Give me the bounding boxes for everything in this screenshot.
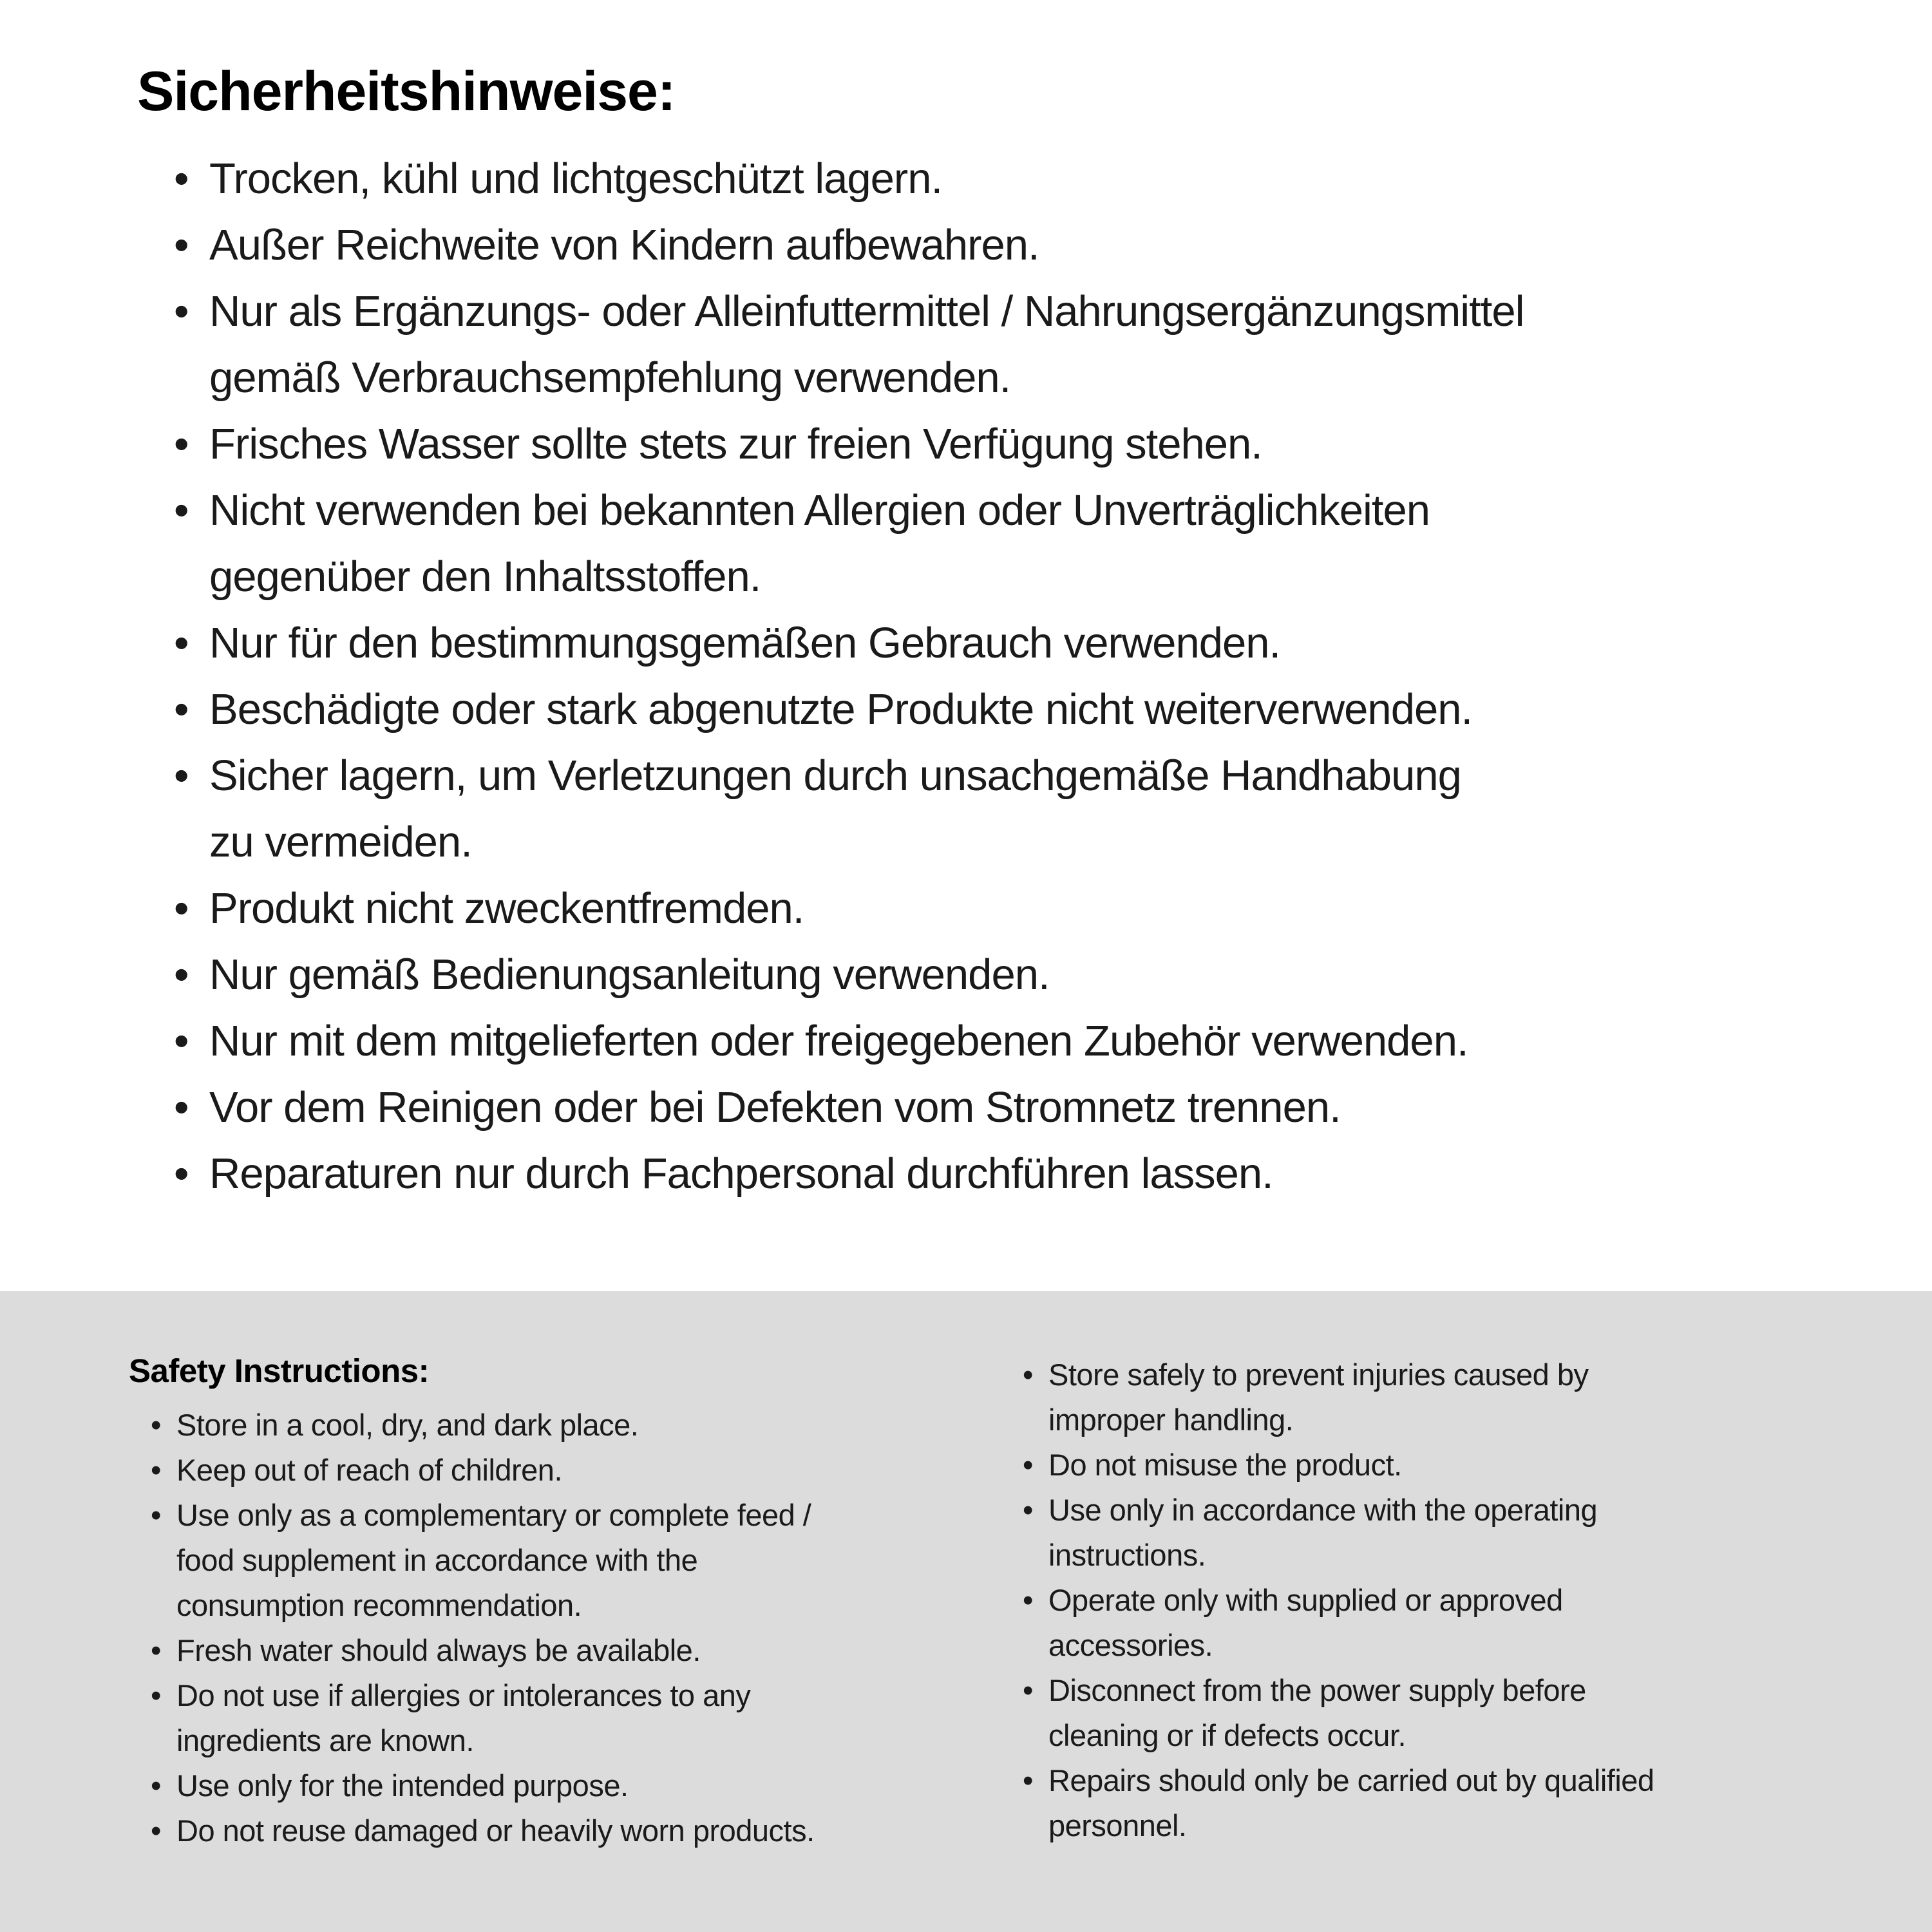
list-item <box>1023 1488 1654 1533</box>
list-item-text: Store safely to prevent injuries caused by <box>1048 1358 1589 1392</box>
list-item-text: Repairs should only be carried out by qualified <box>1048 1763 1654 1797</box>
bullet-icon: • <box>151 1678 161 1712</box>
bullet-icon: • <box>151 1633 161 1667</box>
list-item-text: Vor dem Reinigen oder bei Defekten vom Stromnetz trennen. <box>209 1083 1341 1132</box>
bullet-icon: • <box>1023 1673 1033 1707</box>
list-item-text: Fresh water should always be available. <box>176 1633 701 1667</box>
bullet-icon: • <box>174 221 189 269</box>
bullet-spacer <box>1023 1803 1048 1848</box>
list-item <box>174 477 1524 544</box>
list-item-continuation <box>151 1718 815 1763</box>
list-item-text: Beschädigte oder stark abgenutzte Produkte nicht weiterverwenden. <box>209 685 1473 734</box>
list-item-text: Operate only with supplied or approved <box>1048 1583 1563 1617</box>
bullet-icon: • <box>1023 1583 1033 1617</box>
english-right-column <box>1023 1352 1654 1848</box>
list-item-text: gegenüber den Inhaltsstoffen. <box>209 553 761 601</box>
bullet-icon: • <box>151 1453 161 1487</box>
bullet-spacer <box>1023 1533 1048 1578</box>
list-item-continuation <box>1023 1623 1654 1668</box>
list-item-text: Keep out of reach of children. <box>176 1453 563 1487</box>
bullet-icon: • <box>174 1150 189 1198</box>
bullet-icon: • <box>174 752 189 800</box>
list-item-text: Nicht verwenden bei bekannten Allergien oder Unverträglichkeiten <box>209 486 1430 535</box>
list-item-text: ingredients are known. <box>176 1723 474 1757</box>
list-item <box>174 146 1524 212</box>
list-item-text: Do not use if allergies or intolerances to any <box>176 1678 751 1712</box>
bullet-icon: • <box>151 1498 161 1532</box>
bullet-icon: • <box>174 1017 189 1065</box>
bullet-icon: • <box>151 1814 161 1848</box>
list-item <box>1023 1352 1654 1397</box>
bullet-spacer <box>1023 1713 1048 1758</box>
german-bullet-list <box>174 146 1524 1207</box>
list-item-continuation <box>174 345 1524 411</box>
list-item <box>151 1673 815 1718</box>
bullet-spacer <box>174 345 209 411</box>
list-item <box>1023 1668 1654 1713</box>
bullet-spacer <box>1023 1623 1048 1668</box>
list-item-text: Reparaturen nur durch Fachpersonal durchführen lassen. <box>209 1150 1273 1198</box>
bullet-icon: • <box>174 486 189 535</box>
list-item-continuation <box>174 544 1524 610</box>
list-item <box>1023 1758 1654 1803</box>
list-item-text: Use only in accordance with the operating <box>1048 1493 1598 1527</box>
list-item-continuation <box>151 1538 815 1583</box>
list-item <box>174 942 1524 1008</box>
bullet-icon: • <box>174 619 189 667</box>
list-item <box>151 1763 815 1808</box>
list-item <box>174 411 1524 477</box>
list-item <box>151 1493 815 1538</box>
bullet-icon: • <box>151 1408 161 1442</box>
list-item-text: personnel. <box>1048 1808 1187 1842</box>
bullet-icon: • <box>1023 1358 1033 1392</box>
list-item-text: Frisches Wasser sollte stets zur freien Verfügung stehen. <box>209 420 1262 468</box>
list-item-text: Do not misuse the product. <box>1048 1448 1402 1482</box>
list-item <box>174 1074 1524 1141</box>
list-item-text: Use only as a complementary or complete feed / <box>176 1498 811 1532</box>
bullet-icon: • <box>174 1083 189 1132</box>
bullet-spacer <box>151 1718 176 1763</box>
list-item-text: Sicher lagern, um Verletzungen durch unsachgemäße Handhabung <box>209 752 1461 800</box>
list-item-text: Nur als Ergänzungs- oder Alleinfuttermittel / Nahrungsergänzungsmittel <box>209 287 1524 336</box>
list-item <box>1023 1578 1654 1623</box>
bullet-icon: • <box>174 951 189 999</box>
list-item <box>1023 1443 1654 1488</box>
list-item <box>174 875 1524 942</box>
bullet-icon: • <box>174 685 189 734</box>
list-item-continuation <box>174 809 1524 875</box>
list-item <box>151 1628 815 1673</box>
list-item-continuation <box>151 1583 815 1628</box>
list-item-text: consumption recommendation. <box>176 1588 582 1622</box>
list-item <box>174 1141 1524 1207</box>
list-item-text: improper handling. <box>1048 1403 1294 1437</box>
bullet-icon: • <box>1023 1448 1033 1482</box>
list-item-text: gemäß Verbrauchsempfehlung verwenden. <box>209 354 1011 402</box>
list-item-text: Use only for the intended purpose. <box>176 1768 629 1803</box>
list-item <box>174 610 1524 676</box>
list-item-continuation <box>1023 1713 1654 1758</box>
bullet-icon: • <box>174 155 189 203</box>
list-item-text: Trocken, kühl und lichtgeschützt lagern. <box>209 155 943 203</box>
list-item-text: Disconnect from the power supply before <box>1048 1673 1586 1707</box>
list-item-text: accessories. <box>1048 1628 1213 1662</box>
list-item-text: Nur für den bestimmungsgemäßen Gebrauch verwenden. <box>209 619 1281 667</box>
list-item-text: Nur mit dem mitgelieferten oder freigegebenen Zubehör verwenden. <box>209 1017 1468 1065</box>
list-item-text: Außer Reichweite von Kindern aufbewahren. <box>209 221 1039 269</box>
list-item <box>174 1008 1524 1074</box>
list-item-continuation <box>1023 1803 1654 1848</box>
list-item <box>174 743 1524 809</box>
list-item <box>174 212 1524 278</box>
english-left-column <box>151 1403 815 1853</box>
bullet-spacer <box>174 809 209 875</box>
bullet-spacer <box>174 544 209 610</box>
list-item-text: Produkt nicht zweckentfremden. <box>209 884 804 933</box>
list-item-text: instructions. <box>1048 1538 1206 1572</box>
bullet-icon: • <box>151 1768 161 1803</box>
page-title-english: Safety Instructions: <box>129 1352 430 1389</box>
bullet-icon: • <box>174 884 189 933</box>
bullet-icon: • <box>174 287 189 336</box>
bullet-icon: • <box>1023 1763 1033 1797</box>
list-item-continuation <box>1023 1533 1654 1578</box>
page-title-german: Sicherheitshinweise: <box>137 61 676 122</box>
list-item <box>174 676 1524 743</box>
bullet-spacer <box>151 1583 176 1628</box>
bullet-spacer <box>151 1538 176 1583</box>
bullet-spacer <box>1023 1397 1048 1443</box>
list-item <box>151 1403 815 1448</box>
list-item <box>174 278 1524 345</box>
list-item-text: zu vermeiden. <box>209 818 472 866</box>
list-item-text: Do not reuse damaged or heavily worn products. <box>176 1814 815 1848</box>
list-item <box>151 1808 815 1853</box>
list-item-continuation <box>1023 1397 1654 1443</box>
bullet-icon: • <box>174 420 189 468</box>
list-item-text: Store in a cool, dry, and dark place. <box>176 1408 639 1442</box>
bullet-icon: • <box>1023 1493 1033 1527</box>
list-item-text: Nur gemäß Bedienungsanleitung verwenden. <box>209 951 1050 999</box>
list-item-text: food supplement in accordance with the <box>176 1543 698 1577</box>
list-item-text: cleaning or if defects occur. <box>1048 1718 1406 1752</box>
list-item <box>151 1448 815 1493</box>
